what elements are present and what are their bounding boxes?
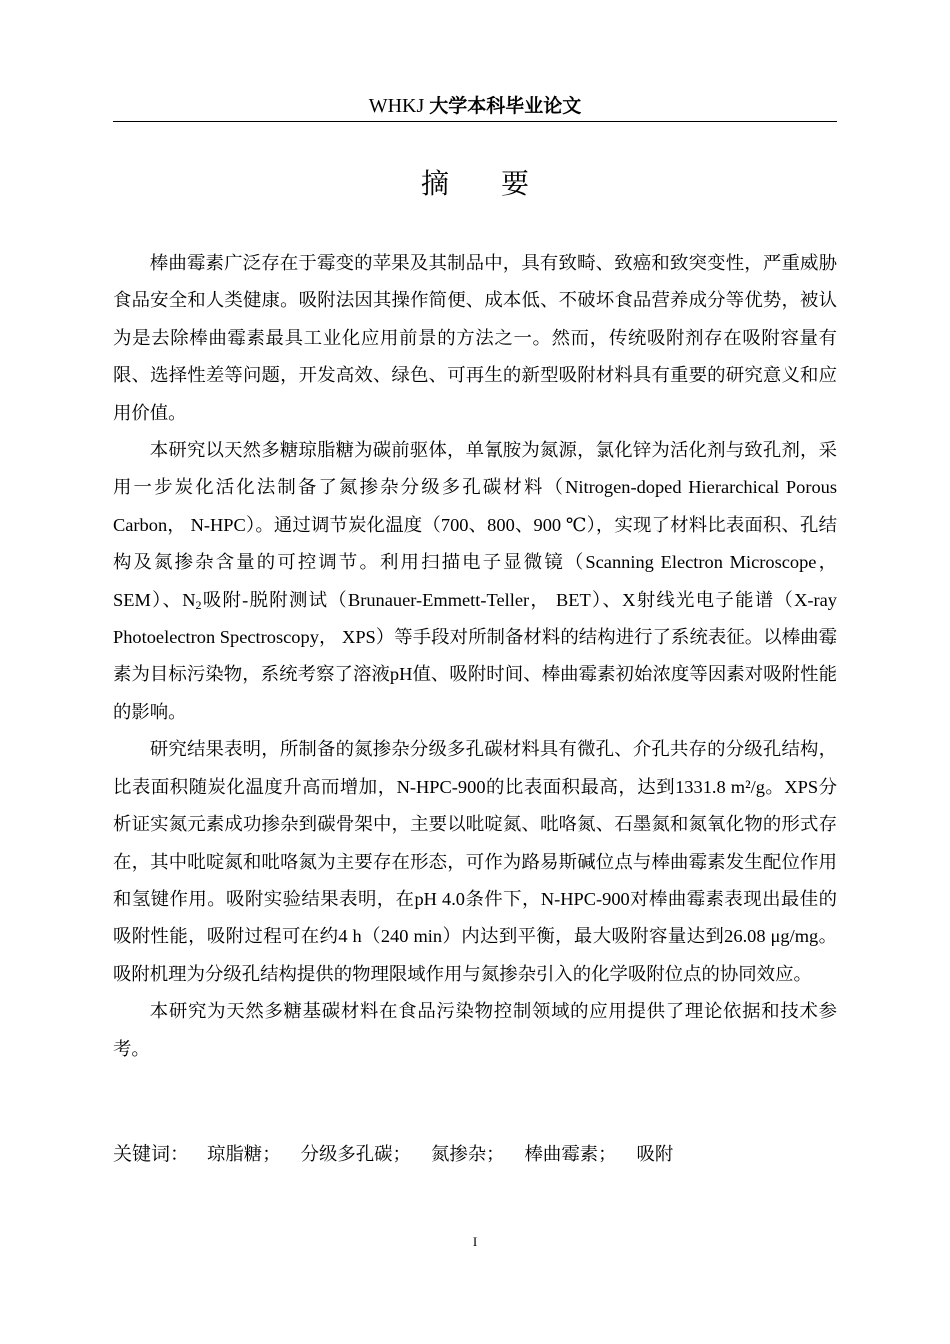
keyword-item: 琼脂糖； [207, 1144, 281, 1164]
keyword-item: 吸附 [636, 1144, 674, 1164]
keywords-line [113, 1137, 673, 1171]
abstract-paragraph-3: 研究结果表明，所制备的氮掺杂分级多孔碳材料具有微孔、介孔共存的分级孔结构，比表面积随炭化温度升高而增加，N-HPC-900的比表面积最高，达到1331.8 m²/g。XPS分析证实氮元素成功掺杂到碳骨架中，主要以吡啶氮、吡咯氮、石墨氮和氮氧化物的形式存在，其中吡啶氮和吡咯氮为主要存在形态，可作为路易斯碱位点与棒曲霉素发生配位作用和氢键作用。吸附实验结果表明，在pH 4.0条件下，N-HPC-900对棒曲霉素表现出最佳的吸附性能，吸附过程可在约4 h（240 min）内达到平衡，最大吸附容量达到26.08 μg/mg。吸附机理为分级孔结构提供的物理限域作用与氮掺杂引入的化学吸附位点的协同效应。 [113, 739, 837, 984]
abstract-paragraph-1: 棒曲霉素广泛存在于霉变的苹果及其制品中，具有致畸、致癌和致突变性，严重威胁食品安全和人类健康。吸附法因其操作简便、成本低、不破坏食品营养成分等优势，被认为是去除棒曲霉素最具工业化应用前景的方法之一。然而，传统吸附剂存在吸附容量有限、选择性差等问题，开发高效、绿色、可再生的新型吸附材料具有重要的研究意义和应用价值。 [113, 253, 837, 423]
page-title [113, 164, 837, 204]
title-char-1: 摘 [420, 167, 449, 200]
keyword-item: 氮掺杂； [430, 1144, 505, 1164]
paragraph-2-part-b: 吸附-脱附测试（Brunauer-Emmett-Teller， BET）、X射线光电子能谱（X-ray Photoelectron Spectroscopy， XPS）等手段对所制备材料的结构进行了系统表征。以棒曲霉素为目标污染物，系统考察了溶液pH值、吸附时间、棒曲霉素初始浓度等因素对吸附性能的影响。 [113, 589, 837, 722]
keywords-label: 关键词： [113, 1143, 190, 1165]
paragraph-2-part-a: 本研究以天然多糖琼脂糖为碳前驱体，单氰胺为氮源，氯化锌为活化剂与致孔剂，采用一步炭化活化法制备了氮掺杂分级多孔碳材料（Nitrogen-doped Hierarchical Porous Carbon， N-HPC）。通过调节炭化温度（700、800、900 ℃），实现了材料比表面积、孔结构及氮掺杂含量的可控调节。利用扫描电子显微镜（Scanning Electron Microscope， SEM）、N [113, 440, 837, 610]
keyword-item: 棒曲霉素； [524, 1144, 617, 1164]
page-number: I [472, 1234, 478, 1249]
header-thesis-type: 大学本科毕业论文 [429, 95, 582, 117]
subscript-2: 2 [195, 597, 202, 612]
keyword-item: 分级多孔碳； [300, 1144, 411, 1164]
running-header [113, 92, 837, 122]
abstract-paragraph-4: 本研究为天然多糖基碳材料在食品污染物控制领域的应用提供了理论依据和技术参考。 [113, 1001, 837, 1059]
title-char-2: 要 [501, 167, 530, 200]
abstract-paragraph-2 [113, 432, 837, 731]
header-school-code: WHKJ [368, 95, 425, 117]
abstract-body [113, 245, 837, 1068]
